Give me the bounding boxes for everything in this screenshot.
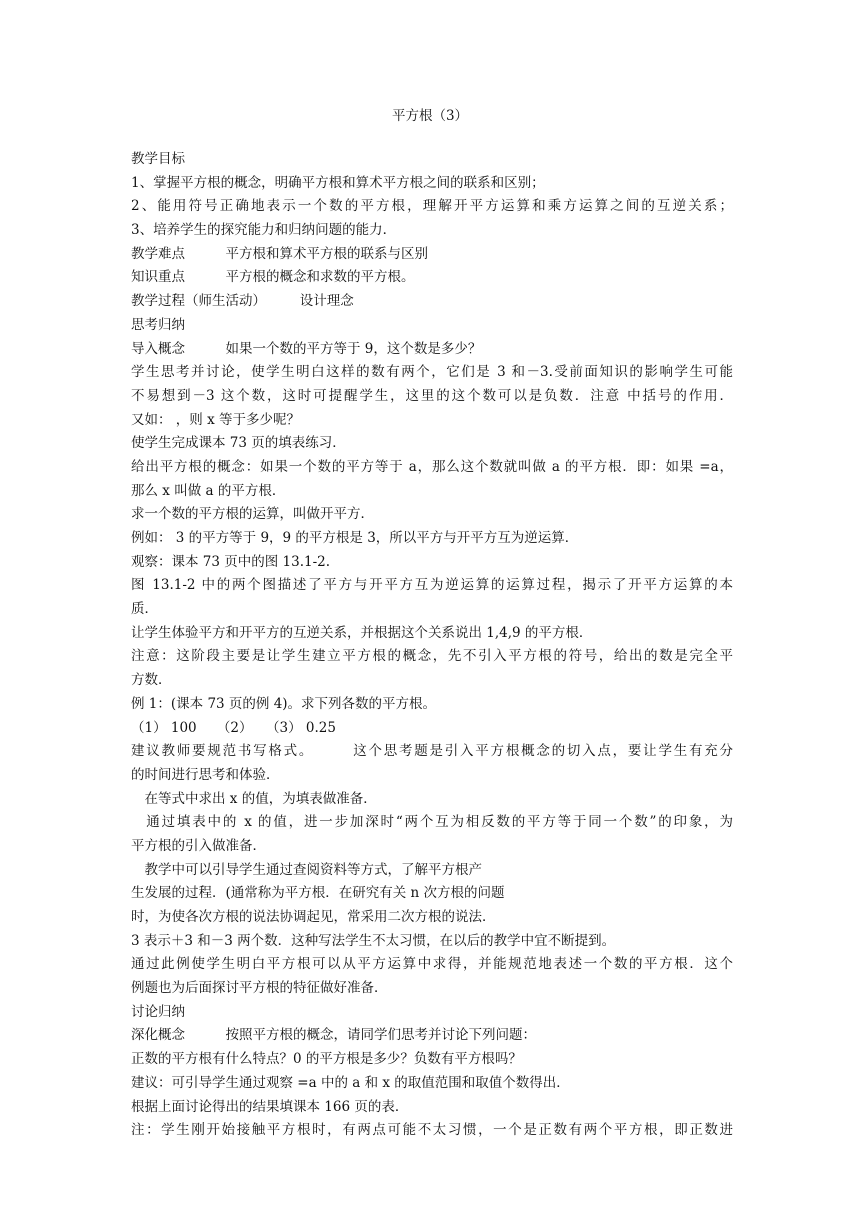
text-line: 深化概念 按照平方根的概念，请同学们思考并讨论下列问题： <box>131 1027 536 1044</box>
text-line: （1） 100 （2） （3） 0.25 <box>131 719 336 736</box>
text-line: 注：学生刚开始接触平方根时，有两点可能不太习惯，一个是正数有两个平方根，即正数进 <box>131 1122 733 1139</box>
text-line: 思考归纳 <box>131 316 185 333</box>
text-line: 例 1：(课本 73 页的例 4)。求下列各数的平方根。 <box>131 695 437 712</box>
text-line: 求一个数的平方根的运算，叫做开平方． <box>131 506 374 523</box>
text-line: 教学难点 平方根和算术平方根的联系与区别 <box>131 245 428 262</box>
text-line: 给出平方根的概念：如果一个数的平方等于 a，那么这个数就叫做 a 的平方根．即：如果 =a， <box>131 458 733 475</box>
text-line: 观察：课本 73 页中的图 13.1-2. <box>131 553 331 570</box>
text-line: 那么 x 叫做 a 的平方根． <box>131 482 286 499</box>
text-line: 3、培养学生的探究能力和归纳问题的能力． <box>131 222 397 239</box>
text-line: 让学生体验平方和开平方的互逆关系，并根据这个关系说出 1,4,9 的平方根． <box>131 624 593 641</box>
text-line: 教学目标 <box>131 151 185 167</box>
text-line: 2、能用符号正确地表示一个数的平方根，理解开平方运算和乘方运算之间的互逆关系； <box>131 198 733 215</box>
text-line: 方数． <box>131 672 172 689</box>
text-line: 又如： ，则 x 等于多少呢？ <box>131 411 300 428</box>
text-line: 3 表示＋3 和－3 两个数．这种写法学生不太习惯，在以后的教学中宜不断提到。 <box>131 932 616 949</box>
document-body <box>131 148 733 1143</box>
text-line: 时，为使各次方根的说法协调起见，常采用二次方根的说法． <box>131 909 496 925</box>
text-line: 教学过程（师生活动） 设计理念 <box>131 293 354 310</box>
text-line: 教学中可以引导学生通过查阅资料等方式，了解平方根产 <box>131 861 482 878</box>
text-line: 导入概念 如果一个数的平方等于 9，这个数是多少？ <box>131 340 482 357</box>
text-line: 图 13.1-2 中的两个图描述了平方与开平方互为逆运算的运算过程，揭示了开平方运算的本 <box>131 577 733 594</box>
text-line: 1、掌握平方根的概念，明确平方根和算术平方根之间的联系和区别； <box>131 174 545 191</box>
text-line: 注意：这阶段主要是让学生建立平方根的概念，先不引入平方根的符号，给出的数是完全平 <box>131 648 733 665</box>
text-line: 学生思考并讨论，使学生明白这样的数有两个，它们是 3 和－3.受前面知识的影响学生可能 <box>131 364 733 381</box>
text-line: 生发展的过程．(通常称为平方根．在研究有关 n 次方根的问题 <box>131 885 505 902</box>
text-line: 不易想到－3 这个数，这时可提醒学生，这里的这个数可以是负数．注意 中括号的作用． <box>131 387 733 404</box>
text-line: 质． <box>131 601 158 618</box>
text-line: 根据上面讨论得出的结果填课本 166 页的表． <box>131 1098 409 1115</box>
text-line: 通过此例使学生明白平方根可以从平方运算中求得，并能规范地表述一个数的平方根．这个 <box>131 956 733 973</box>
page-title: 平方根（3） <box>391 108 469 124</box>
text-line: 在等式中求出 x 的值，为填表做准备． <box>131 790 377 807</box>
text-line: 例题也为后面探讨平方根的特征做好准备． <box>131 980 388 997</box>
text-line: 使学生完成课本 73 页的填表练习． <box>131 435 346 452</box>
text-line: 正数的平方根有什么特点？0 的平方根是多少？负数有平方根吗？ <box>131 1051 522 1068</box>
text-line: 讨论归纳 <box>131 1003 185 1020</box>
text-line: 的时间进行思考和体验． <box>131 766 280 783</box>
text-line: 通过填表中的 x 的值，进一步加深时“两个互为相反数的平方等于同一个数”的印象，为 <box>131 814 733 831</box>
text-line: 平方根的引入做准备． <box>131 837 266 854</box>
text-line: 建议：可引导学生通过观察 =a 中的 a 和 x 的取值范围和取值个数得出． <box>131 1074 570 1091</box>
text-line: 建议教师要规范书写格式。 这个思考题是引入平方根概念的切入点，要让学生有充分 <box>131 743 733 760</box>
text-line: 知识重点 平方根的概念和求数的平方根。 <box>131 269 415 286</box>
text-line: 例如： 3 的平方等于 9，9 的平方根是 3，所以平方与开平方互为逆运算． <box>131 530 579 546</box>
